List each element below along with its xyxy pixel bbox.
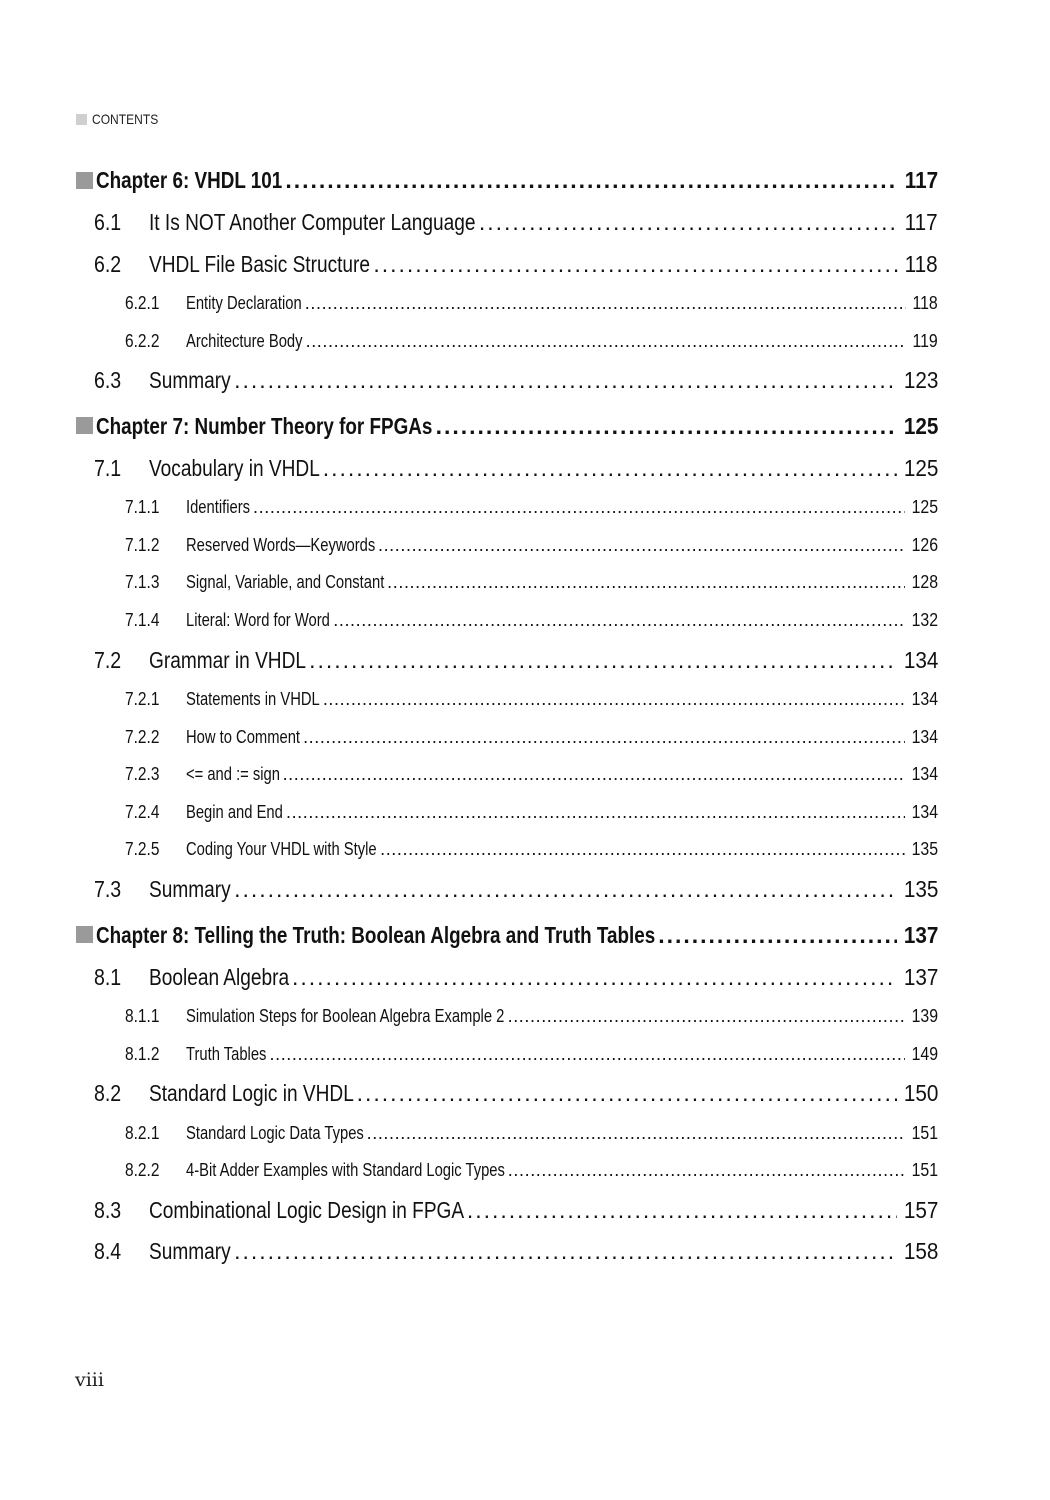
dot-leader xyxy=(323,681,905,719)
toc-entry-label xyxy=(125,681,320,719)
dot-leader xyxy=(269,1036,904,1074)
dot-leader xyxy=(286,794,905,832)
toc-entry-label xyxy=(94,640,306,682)
toc-entry-title: Statements in VHDL xyxy=(186,689,320,710)
toc-entry-number: 6.2 xyxy=(94,250,122,277)
toc-entry-title: Identifiers xyxy=(186,497,250,518)
toc-entry-sub[interactable] xyxy=(76,1036,938,1074)
toc-entry-title: Standard Logic in VHDL xyxy=(149,1080,354,1107)
toc-entry-sub[interactable] xyxy=(76,681,938,719)
dot-leader xyxy=(378,527,905,565)
toc-entry-sub[interactable] xyxy=(76,1152,938,1190)
toc-entry-section[interactable] xyxy=(76,360,938,402)
toc-entry-number: 7.2.3 xyxy=(125,764,160,785)
toc-entry-label xyxy=(96,913,655,957)
toc-entry-title: Combinational Logic Design in FPGA xyxy=(149,1196,465,1223)
toc-entry-label xyxy=(125,527,375,565)
dot-leader xyxy=(387,564,905,602)
toc-entry-page-number: 126 xyxy=(911,534,938,555)
dot-leader xyxy=(285,158,898,202)
dot-leader xyxy=(253,489,905,527)
toc-entry-title: Simulation Steps for Boolean Algebra Example 2 xyxy=(186,1006,505,1027)
toc-entry-label xyxy=(125,323,303,361)
toc-entry-page-number: 149 xyxy=(911,1043,938,1064)
toc-entry-title: Chapter 7: Number Theory for FPGAs xyxy=(96,412,433,439)
toc-entry-title: Coding Your VHDL with Style xyxy=(186,839,377,860)
dot-leader xyxy=(234,869,897,911)
toc-entry-label xyxy=(125,794,283,832)
toc-entry-label xyxy=(125,285,302,323)
toc-entry-title: Chapter 8: Telling the Truth: Boolean Algebra and Truth Tables xyxy=(96,921,656,948)
dot-leader xyxy=(467,1190,897,1232)
toc-entry-title: Entity Declaration xyxy=(186,293,302,313)
dot-leader xyxy=(305,285,907,323)
dot-leader xyxy=(333,602,905,640)
toc-entry-number: 7.2.2 xyxy=(125,726,160,747)
running-head-square-icon xyxy=(76,114,87,125)
chapter-square-icon xyxy=(76,926,93,943)
toc-entry-number: 7.2.1 xyxy=(125,689,160,710)
toc-entry-page-number: 151 xyxy=(911,1160,938,1181)
toc-entry-page-number: 117 xyxy=(904,209,938,235)
toc-entry-label xyxy=(94,360,231,402)
dot-leader xyxy=(283,756,905,794)
toc-entry-sub[interactable] xyxy=(76,285,938,323)
toc-entry-page-number: 123 xyxy=(903,367,938,394)
toc-entry-number: 7.3 xyxy=(94,876,122,903)
toc-entry-label xyxy=(94,869,231,911)
toc-entry-label xyxy=(125,831,377,869)
dot-leader xyxy=(373,244,898,286)
toc-entry-page-number: 117 xyxy=(904,167,938,193)
toc-entry-number: 7.1.3 xyxy=(125,572,160,593)
toc-entry-page-number: 139 xyxy=(911,1006,938,1027)
toc-entry-section[interactable] xyxy=(76,640,938,682)
toc-entry-label xyxy=(125,998,505,1036)
toc-entry-page-number: 134 xyxy=(903,646,938,673)
dot-leader xyxy=(380,831,905,869)
dot-leader xyxy=(508,1152,905,1190)
toc-entry-number: 7.1.4 xyxy=(125,609,160,630)
table-of-contents xyxy=(76,156,938,1273)
toc-entry-label xyxy=(125,1036,266,1074)
toc-entry-label xyxy=(94,1073,354,1115)
toc-entry-title: <= and := sign xyxy=(186,764,280,785)
toc-entry-number: 7.2.4 xyxy=(125,801,160,822)
toc-entry-number: 8.2.1 xyxy=(125,1122,160,1143)
toc-entry-title: Reserved Words—Keywords xyxy=(186,534,376,555)
toc-entry-label xyxy=(94,1231,231,1273)
dot-leader xyxy=(234,360,897,402)
toc-entry-page-number: 118 xyxy=(904,250,938,277)
dot-leader xyxy=(357,1073,897,1115)
chapter-square-icon xyxy=(76,417,93,434)
toc-entry-number: 6.2.1 xyxy=(125,293,160,313)
dot-leader xyxy=(323,448,897,490)
toc-entry-number: 7.1 xyxy=(94,454,122,481)
toc-entry-label xyxy=(96,404,433,448)
running-head xyxy=(76,110,169,128)
toc-entry-page-number: 157 xyxy=(903,1196,938,1223)
running-head-label: CONTENTS xyxy=(92,111,159,127)
toc-entry-section[interactable] xyxy=(76,1190,938,1232)
toc-entry-label xyxy=(94,957,289,999)
toc-entry-page-number: 158 xyxy=(903,1238,938,1265)
toc-entry-title: Literal: Word for Word xyxy=(186,609,330,630)
toc-entry-section[interactable] xyxy=(76,1073,938,1115)
dot-leader xyxy=(292,957,897,999)
toc-entry-sub[interactable] xyxy=(76,719,938,757)
toc-entry-section[interactable] xyxy=(76,244,938,286)
dot-leader xyxy=(303,719,905,757)
toc-entry-sub[interactable] xyxy=(76,564,938,602)
toc-entry-title: Architecture Body xyxy=(186,330,303,351)
dot-leader xyxy=(436,404,897,448)
toc-entry-label xyxy=(125,489,250,527)
toc-entry-title: Signal, Variable, and Constant xyxy=(186,572,385,593)
toc-entry-sub[interactable] xyxy=(76,602,938,640)
toc-entry-page-number: 125 xyxy=(903,454,938,481)
toc-entry-number: 8.1.1 xyxy=(125,1006,160,1027)
toc-entry-sub[interactable] xyxy=(76,998,938,1036)
toc-entry-sub[interactable] xyxy=(76,831,938,869)
toc-entry-page-number: 137 xyxy=(903,963,938,990)
toc-entry-number: 7.1.1 xyxy=(125,497,160,518)
dot-leader xyxy=(508,998,905,1036)
toc-entry-page-number: 125 xyxy=(911,497,938,518)
toc-entry-page-number: 135 xyxy=(911,839,938,860)
page-number-folio: viii xyxy=(75,1369,104,1391)
toc-entry-title: Boolean Algebra xyxy=(149,963,290,990)
toc-entry-title: Grammar in VHDL xyxy=(149,646,306,673)
toc-entry-label xyxy=(125,564,384,602)
toc-entry-sub[interactable] xyxy=(76,527,938,565)
toc-entry-number: 8.1.2 xyxy=(125,1043,160,1064)
toc-entry-page-number: 134 xyxy=(911,801,938,822)
toc-entry-number: 6.3 xyxy=(94,367,122,394)
toc-entry-title: Begin and End xyxy=(186,801,283,822)
toc-entry-title: Summary xyxy=(149,876,231,903)
toc-entry-chapter[interactable] xyxy=(76,913,938,957)
toc-entry-page-number: 135 xyxy=(903,876,938,903)
toc-entry-title: Summary xyxy=(149,1238,231,1265)
toc-entry-page-number: 132 xyxy=(911,609,938,630)
toc-entry-page-number: 134 xyxy=(911,689,938,710)
toc-entry-title: Truth Tables xyxy=(186,1043,267,1064)
toc-entry-page-number: 151 xyxy=(911,1122,938,1143)
toc-entry-section[interactable] xyxy=(76,202,938,244)
toc-entry-chapter[interactable] xyxy=(76,404,938,448)
toc-entry-number: 8.1 xyxy=(94,963,122,990)
toc-entry-section[interactable] xyxy=(76,869,938,911)
toc-entry-page-number: 128 xyxy=(911,572,938,593)
toc-entry-number: 8.4 xyxy=(94,1238,122,1265)
toc-entry-label xyxy=(94,448,320,490)
dot-leader xyxy=(234,1231,897,1273)
toc-entry-page-number: 134 xyxy=(911,764,938,785)
toc-entry-page-number: 137 xyxy=(903,921,938,948)
toc-entry-number: 8.2 xyxy=(94,1080,122,1107)
toc-entry-label xyxy=(96,158,282,202)
toc-entry-label xyxy=(94,244,370,286)
toc-entry-sub[interactable] xyxy=(76,756,938,794)
toc-entry-section[interactable] xyxy=(76,957,938,999)
toc-entry-chapter[interactable] xyxy=(76,158,938,202)
toc-entry-page-number: 118 xyxy=(912,293,938,313)
toc-entry-number: 6.1 xyxy=(94,209,122,235)
toc-entry-number: 8.2.2 xyxy=(125,1160,160,1181)
toc-entry-title: Chapter 6: VHDL 101 xyxy=(96,167,283,193)
toc-entry-page-number: 134 xyxy=(911,726,938,747)
toc-entry-page-number: 125 xyxy=(903,412,938,439)
toc-entry-sub[interactable] xyxy=(76,323,938,361)
toc-entry-title: Standard Logic Data Types xyxy=(186,1122,364,1143)
dot-leader xyxy=(309,640,896,682)
dot-leader xyxy=(658,913,896,957)
toc-entry-label xyxy=(94,202,476,244)
toc-entry-sub[interactable] xyxy=(76,489,938,527)
toc-entry-number: 8.3 xyxy=(94,1196,122,1223)
dot-leader xyxy=(306,323,907,361)
toc-entry-label xyxy=(94,1190,464,1232)
toc-entry-sub[interactable] xyxy=(76,794,938,832)
dot-leader xyxy=(479,202,898,244)
toc-entry-number: 6.2.2 xyxy=(125,330,160,351)
toc-entry-page-number: 119 xyxy=(912,330,938,351)
toc-entry-title: VHDL File Basic Structure xyxy=(149,250,371,277)
toc-entry-label xyxy=(125,719,300,757)
toc-entry-number: 7.2.5 xyxy=(125,839,160,860)
toc-entry-sub[interactable] xyxy=(76,1115,938,1153)
toc-entry-title: How to Comment xyxy=(186,726,301,747)
toc-entry-label xyxy=(125,756,280,794)
toc-entry-label xyxy=(125,1152,505,1190)
toc-entry-title: It Is NOT Another Computer Language xyxy=(149,209,476,235)
toc-entry-title: Summary xyxy=(149,367,231,394)
dot-leader xyxy=(367,1115,905,1153)
toc-entry-label xyxy=(125,1115,364,1153)
chapter-square-icon xyxy=(76,172,93,189)
toc-entry-label xyxy=(125,602,330,640)
toc-entry-number: 7.2 xyxy=(94,646,122,673)
toc-entry-number: 7.1.2 xyxy=(125,534,160,555)
toc-entry-title: Vocabulary in VHDL xyxy=(149,454,320,481)
toc-entry-section[interactable] xyxy=(76,1231,938,1273)
toc-entry-section[interactable] xyxy=(76,448,938,490)
toc-entry-title: 4-Bit Adder Examples with Standard Logic Types xyxy=(186,1160,505,1181)
toc-entry-page-number: 150 xyxy=(903,1080,938,1107)
